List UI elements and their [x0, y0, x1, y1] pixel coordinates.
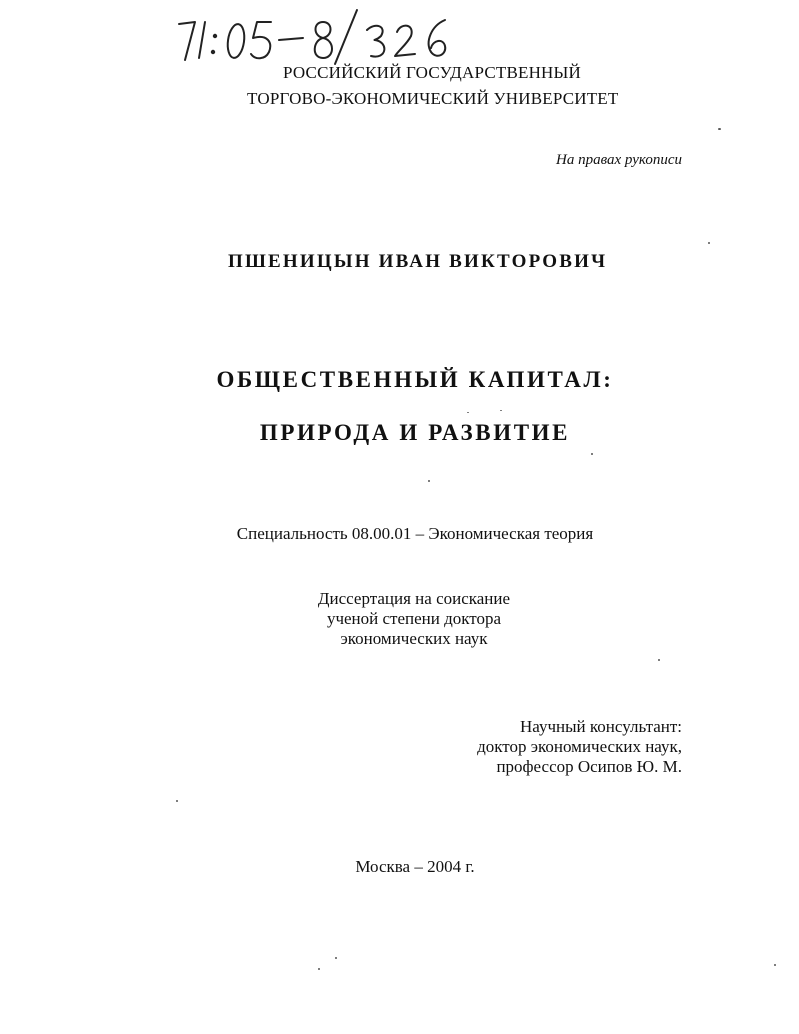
dissertation-title-line-2: ПРИРОДА И РАЗВИТИЕ [259, 420, 571, 445]
scan-speck [467, 412, 469, 413]
scan-speck [591, 453, 593, 455]
scan-speck [335, 957, 337, 959]
scan-speck [500, 410, 502, 411]
handwritten-number-drawing [175, 8, 455, 66]
consultant-label: Научный консультант: [520, 717, 682, 736]
scan-speck [708, 242, 710, 244]
scan-speck [774, 964, 776, 966]
university-name-line-1: РОССИЙСКИЙ ГОСУДАРСТВЕННЫЙ [283, 63, 582, 82]
rights-note: На правах рукописи [556, 152, 682, 168]
specialty-line: Специальность 08.00.01 – Экономическая теория [236, 524, 594, 543]
author-name: ПШЕНИЦЫН ИВАН ВИКТОРОВИЧ [228, 251, 608, 272]
university-name-line-2: ТОРГОВО-ЭКОНОМИЧЕСКИЙ УНИВЕРСИТЕТ [247, 89, 619, 108]
scan-speck [428, 480, 430, 482]
dissertation-degree-line-1: Диссертация на соискание [317, 589, 511, 608]
scan-speck [718, 128, 721, 130]
dissertation-degree-line-2: ученой степени доктора [326, 609, 502, 628]
place-and-year: Москва – 2004 г. [355, 857, 475, 876]
scan-speck [318, 968, 320, 970]
scan-speck [176, 800, 178, 802]
scan-speck [658, 659, 660, 661]
consultant-name: профессор Осипов Ю. М. [496, 757, 682, 776]
dissertation-degree-line-3: экономических наук [340, 629, 488, 648]
handwritten-catalog-number [175, 8, 455, 66]
dissertation-title-line-1: ОБЩЕСТВЕННЫЙ КАПИТАЛ: [216, 367, 614, 392]
consultant-degree: доктор экономических наук, [477, 737, 682, 756]
